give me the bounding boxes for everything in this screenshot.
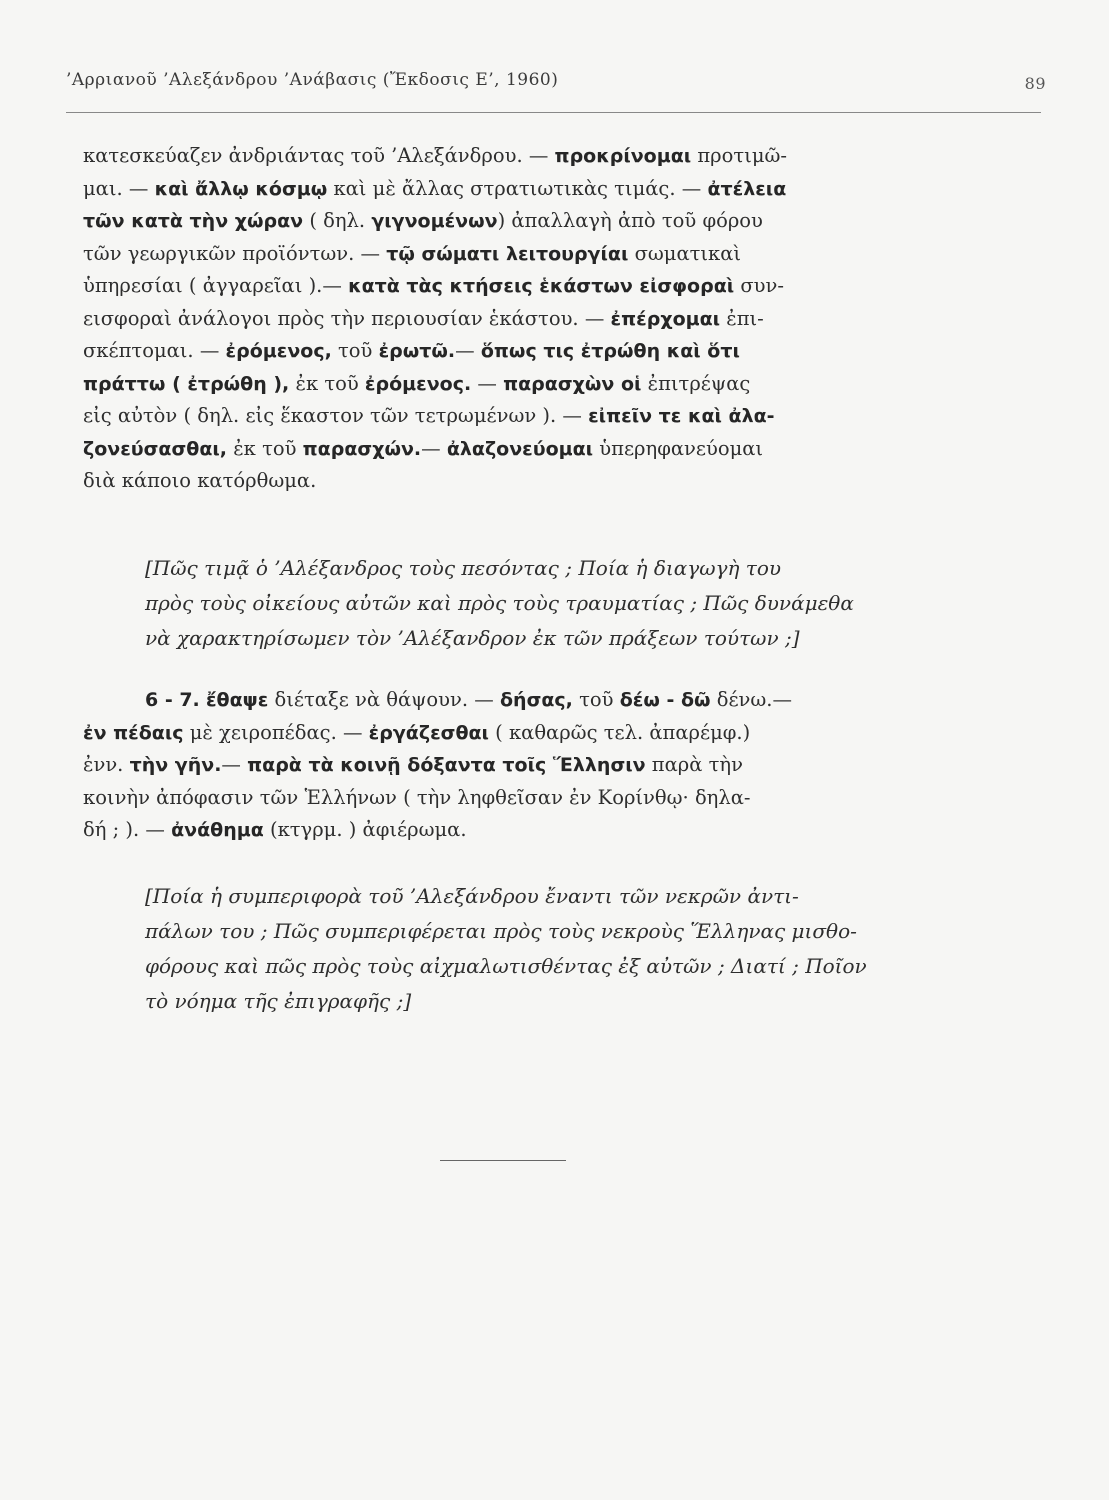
glossary-definition: —	[471, 371, 504, 395]
glossary-line	[83, 270, 1043, 303]
page-number: 89	[1024, 74, 1046, 93]
header-rule	[66, 112, 1041, 113]
glossary-line	[83, 368, 1043, 401]
glossary-line	[83, 433, 1043, 466]
glossary-definition: ἐπιτρέψας	[641, 371, 751, 395]
question-line: τὸ νόημα τῆς ἐπιγραφῆς ;]	[145, 989, 412, 1013]
glossary-term: τὴν γῆν.	[129, 754, 222, 776]
glossary-term: ὅπως τις ἐτρώθη καὶ ὅτι	[480, 340, 740, 362]
glossary-definition: τοῦ	[331, 339, 379, 362]
glossary-definition: (κτγρμ. ) ἀφιέρωμα.	[263, 818, 467, 841]
glossary-line	[83, 335, 1043, 368]
glossary-definition: ἐπι-	[720, 306, 764, 330]
glossary-definition: μαι. —	[83, 176, 155, 200]
glossary-term: ἐρόμενος,	[225, 340, 332, 362]
glossary-term: ἐργάζεσθαι	[368, 721, 489, 744]
glossary-line	[83, 238, 1043, 271]
glossary-definition: παρὰ τὴν	[645, 753, 743, 776]
glossary-definition: διέταξε νὰ θάψουν. —	[268, 688, 500, 711]
glossary-line	[83, 782, 1043, 815]
glossary-term: ἔθαψε	[205, 689, 269, 711]
glossary-term: ἐν πέδαις	[83, 721, 184, 744]
glossary-definition: τοῦ	[572, 688, 620, 711]
glossary-term: παρασχών.	[302, 437, 422, 460]
glossary-term: προκρίνομαι	[554, 145, 692, 167]
glossary-line	[83, 465, 1043, 498]
glossary-definition: συν-	[734, 274, 784, 297]
glossary-term: ἀλαζονεύομαι	[446, 437, 594, 460]
glossary-definition: —	[221, 753, 248, 776]
glossary-definition: μὲ χειροπέδας. —	[183, 720, 369, 744]
glossary-definition: ὑπερηφανεύομαι	[593, 436, 764, 460]
running-header	[66, 70, 1046, 93]
glossary-block-2	[83, 684, 1043, 847]
glossary-line	[83, 303, 1043, 336]
glossary-term: ἀτέλεια	[707, 177, 787, 200]
glossary-definition: κατεσκεύαζεν ἀνδριάντας τοῦ ’Αλεξάνδρου. —	[83, 144, 555, 167]
question-line: πρὸς τοὺς οἰκείους αὐτῶν καὶ πρὸς τοὺς τραυματίας ; Πῶς δυνάμεθα	[145, 591, 854, 615]
glossary-line	[83, 400, 1043, 433]
glossary-definition: σκέπτομαι. —	[83, 339, 226, 362]
glossary-line	[83, 140, 1043, 173]
glossary-definition: ( δηλ.	[303, 209, 372, 232]
glossary-definition: ἐνν.	[83, 753, 130, 776]
glossary-line	[83, 717, 1043, 750]
glossary-line	[83, 684, 1043, 717]
question-line: πάλων του ; Πῶς συμπεριφέρεται πρὸς τοὺς νεκροὺς Ἕλληνας μισθο-	[145, 919, 857, 943]
glossary-definition: σωματικαὶ	[628, 241, 742, 265]
glossary-definition: καὶ μὲ ἄλλας στρατιωτικὰς τιμάς. —	[327, 176, 708, 200]
glossary-definition: δή ; ). —	[83, 818, 172, 841]
glossary-block-1	[83, 140, 1043, 498]
glossary-term: καὶ ἄλλῳ κόσμῳ	[154, 177, 328, 200]
running-title: ’Αρριανοῦ ’Αλεξάνδρου ’Ανάβασις (Ἔκδοσις Ε’, 1960)	[66, 70, 559, 90]
glossary-definition: τῶν γεωργικῶν προϊόντων. —	[83, 241, 387, 265]
glossary-definition: ἐκ τοῦ	[289, 371, 365, 395]
glossary-definition: ( καθαρῶς τελ. ἀπαρέμφ.)	[488, 720, 751, 744]
glossary-definition: ) ἀπαλλαγὴ ἀπὸ τοῦ φόρου	[497, 209, 763, 232]
question-line: φόρους καὶ πῶς πρὸς τοὺς αἰχμαλωτισθέντας ἐξ αὐτῶν ; Διατί ; Ποῖον	[145, 954, 867, 978]
glossary-term: γιγνομένων	[371, 210, 498, 232]
glossary-term: ἐρόμενος.	[364, 372, 472, 395]
glossary-definition: εισφοραὶ ἀνάλογοι πρὸς τὴν περιουσίαν ἑκάστου. —	[83, 306, 611, 330]
glossary-line	[83, 205, 1043, 238]
glossary-term: πράττω ( ἐτρώθη ),	[83, 372, 290, 395]
section-end-rule	[440, 1160, 566, 1161]
glossary-line	[83, 814, 1043, 847]
glossary-term: ζονεύσασθαι,	[83, 437, 228, 460]
question-block-2	[145, 879, 1035, 1019]
glossary-definition: κοινὴν ἀπόφασιν τῶν Ἑλλήνων ( τὴν ληφθεῖσαν ἐν Κορίνθῳ· δηλα-	[83, 785, 751, 809]
glossary-line	[83, 749, 1043, 782]
glossary-term: ἐπέρχομαι	[610, 307, 721, 330]
glossary-term: εἰπεῖν τε καὶ ἀλα-	[588, 405, 775, 427]
glossary-definition: ἐκ τοῦ	[227, 436, 303, 460]
glossary-definition: ὑπηρεσίαι ( ἀγγαρεῖαι ).—	[83, 274, 349, 297]
glossary-definition: δένω.—	[710, 688, 793, 711]
glossary-definition: —	[455, 339, 481, 362]
question-line: [Πῶς τιμᾷ ὁ ’Αλέξανδρος τοὺς πεσόντας ; Ποία ἡ διαγωγὴ του	[145, 556, 782, 580]
glossary-term: δήσας,	[499, 689, 573, 711]
glossary-term: κατὰ τὰς κτήσεις ἑκάστων εἰσφοραὶ	[348, 275, 735, 297]
glossary-definition: εἰς αὐτὸν ( δηλ. εἰς ἕκαστον τῶν τετρωμένων ). —	[83, 404, 589, 427]
glossary-term: ἐρωτῶ.	[378, 340, 456, 362]
glossary-term: τῶν κατὰ τὴν χώραν	[83, 210, 304, 232]
question-block-1	[145, 551, 1035, 656]
glossary-term: τῷ σώματι λειτουργίαι	[386, 242, 629, 265]
question-line: [Ποία ἡ συμπεριφορὰ τοῦ ’Αλεξάνδρου ἔναντι τῶν νεκρῶν ἀντι-	[145, 884, 799, 908]
glossary-definition: προτιμῶ-	[691, 144, 787, 167]
glossary-term: παρασχὼν οἱ	[503, 372, 642, 395]
glossary-term: δέω - δῶ	[619, 689, 711, 711]
glossary-term: ἀνάθημα	[171, 819, 264, 841]
glossary-term: παρὰ τὰ κοινῇ δόξαντα τοῖς Ἕλλησιν	[247, 754, 646, 776]
glossary-term: 6 - 7.	[145, 689, 200, 711]
glossary-definition: διὰ κάποιο κατόρθωμα.	[83, 469, 317, 492]
glossary-line	[83, 173, 1043, 206]
glossary-definition: —	[421, 436, 447, 460]
question-line: νὰ χαρακτηρίσωμεν τὸν ’Αλέξανδρον ἐκ τῶν πράξεων τούτων ;]	[145, 626, 800, 650]
